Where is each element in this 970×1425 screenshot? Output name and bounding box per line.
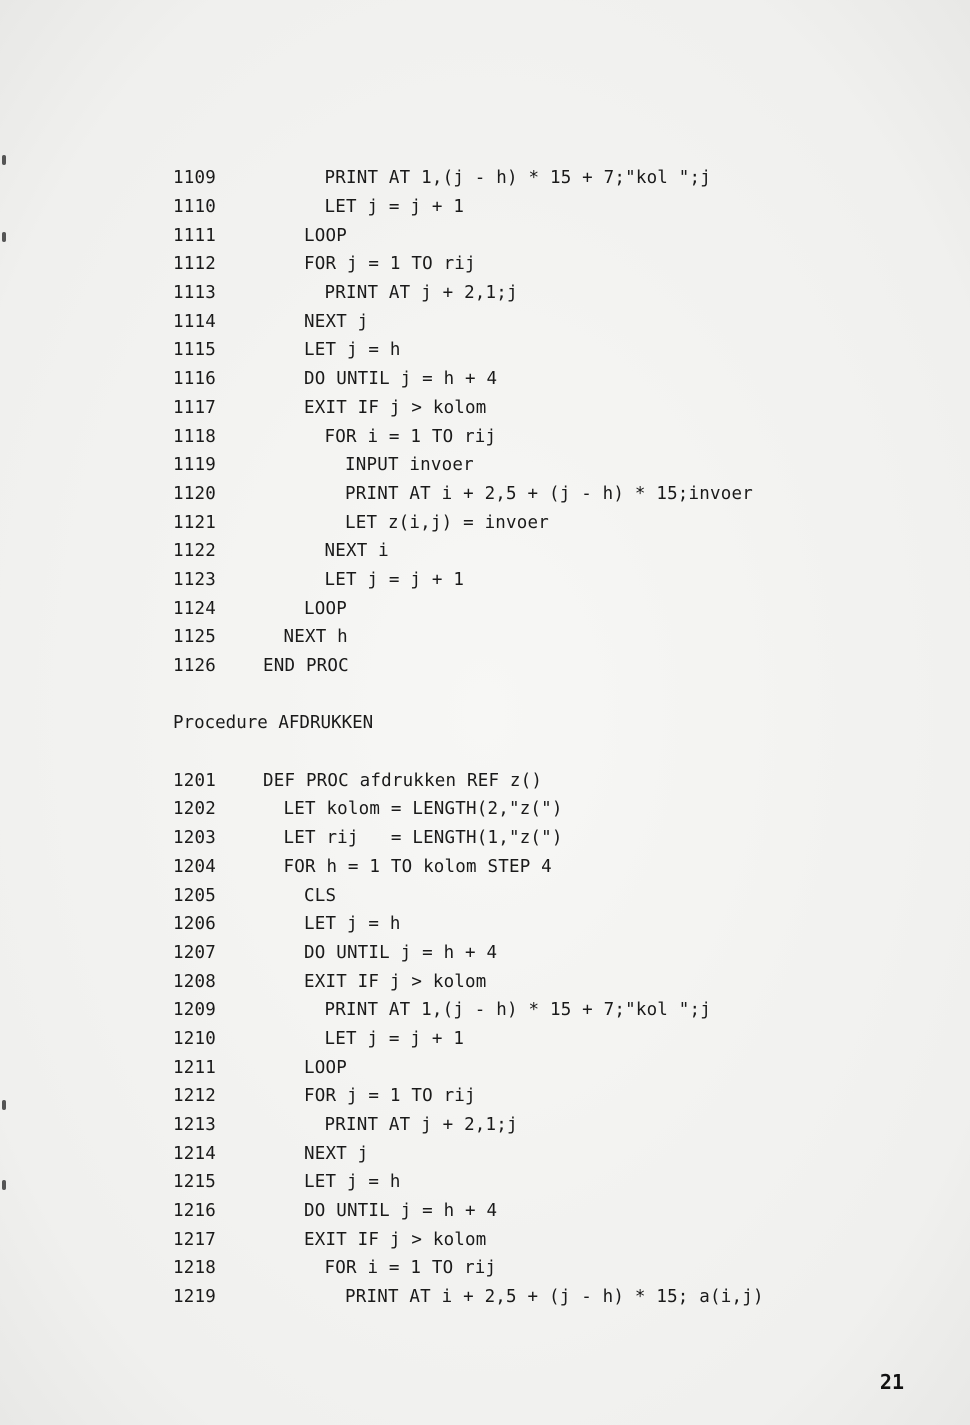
line-code: PRINT AT j + 2,1;j <box>324 1115 518 1136</box>
code-line <box>173 1197 893 1226</box>
line-number: 1209 <box>173 1000 216 1021</box>
code-line <box>173 996 893 1025</box>
code-line <box>173 594 893 623</box>
code-line <box>173 766 893 795</box>
line-number: 1113 <box>173 283 216 304</box>
code-line <box>173 939 893 968</box>
line-number: 1212 <box>173 1086 216 1107</box>
line-code: LET j = h <box>304 340 401 361</box>
line-number: 1109 <box>173 168 216 189</box>
line-code: END PROC <box>263 656 349 677</box>
line-code: FOR h = 1 TO kolom STEP 4 <box>283 856 552 877</box>
line-number: 1201 <box>173 770 216 791</box>
line-number: 1112 <box>173 254 216 275</box>
line-number: 1218 <box>173 1258 216 1279</box>
code-line <box>173 1225 893 1254</box>
line-code: DO UNTIL j = h + 4 <box>304 1201 498 1222</box>
line-code: LOOP <box>304 225 347 246</box>
scan-mark <box>2 1100 6 1110</box>
line-code: INPUT invoer <box>345 455 474 476</box>
line-code: PRINT AT i + 2,5 + (j - h) * 15; a(i,j) <box>345 1287 764 1308</box>
spacer <box>173 738 893 767</box>
code-line <box>173 480 893 509</box>
line-number: 1206 <box>173 914 216 935</box>
line-code: EXIT IF j > kolom <box>304 971 487 992</box>
line-number: 1210 <box>173 1028 216 1049</box>
line-number: 1115 <box>173 340 216 361</box>
line-number: 1215 <box>173 1172 216 1193</box>
line-number: 1211 <box>173 1057 216 1078</box>
listing-part-2 <box>173 766 893 1311</box>
line-number: 1116 <box>173 369 216 390</box>
line-code: LET z(i,j) = invoer <box>345 512 549 533</box>
line-number: 1123 <box>173 569 216 590</box>
line-code: NEXT j <box>304 311 369 332</box>
code-line <box>173 1168 893 1197</box>
line-code: CLS <box>304 885 337 906</box>
code-line <box>173 164 893 193</box>
line-code: FOR j = 1 TO rij <box>304 1086 476 1107</box>
code-line <box>173 250 893 279</box>
code-line <box>173 221 893 250</box>
line-code: NEXT j <box>304 1143 369 1164</box>
code-line <box>173 537 893 566</box>
line-number: 1124 <box>173 598 216 619</box>
code-line <box>173 853 893 882</box>
line-number: 1125 <box>173 627 216 648</box>
code-line <box>173 824 893 853</box>
line-number: 1208 <box>173 971 216 992</box>
line-number: 1117 <box>173 397 216 418</box>
line-code: DO UNTIL j = h + 4 <box>304 942 498 963</box>
procedure-heading: Procedure AFDRUKKEN <box>173 713 374 734</box>
code-line <box>173 652 893 681</box>
line-code: PRINT AT j + 2,1;j <box>324 283 518 304</box>
code-line <box>173 623 893 652</box>
code-line <box>173 795 893 824</box>
line-number: 1120 <box>173 483 216 504</box>
line-code: EXIT IF j > kolom <box>304 1229 487 1250</box>
line-number: 1122 <box>173 541 216 562</box>
line-code: DEF PROC afdrukken REF z() <box>263 770 543 791</box>
line-number: 1121 <box>173 512 216 533</box>
line-number: 1202 <box>173 799 216 820</box>
line-number: 1219 <box>173 1287 216 1308</box>
code-line <box>173 394 893 423</box>
line-code: NEXT i <box>324 541 389 562</box>
line-number: 1114 <box>173 311 216 332</box>
code-line <box>173 1254 893 1283</box>
line-code: LET j = j + 1 <box>324 197 465 218</box>
code-line <box>173 307 893 336</box>
line-number: 1207 <box>173 942 216 963</box>
line-number: 1205 <box>173 885 216 906</box>
line-code: FOR j = 1 TO rij <box>304 254 476 275</box>
line-code: LOOP <box>304 598 347 619</box>
line-number: 1118 <box>173 426 216 447</box>
code-listing <box>173 164 893 1312</box>
code-line <box>173 365 893 394</box>
line-number: 1126 <box>173 656 216 677</box>
page-number: 21 <box>879 1370 904 1394</box>
line-code: PRINT AT 1,(j - h) * 15 + 7;"kol ";j <box>324 168 711 189</box>
line-code: PRINT AT 1,(j - h) * 15 + 7;"kol ";j <box>324 1000 711 1021</box>
line-code: DO UNTIL j = h + 4 <box>304 369 498 390</box>
line-code: EXIT IF j > kolom <box>304 397 487 418</box>
code-line <box>173 1283 893 1312</box>
line-code: FOR i = 1 TO rij <box>324 426 497 447</box>
scan-mark <box>2 155 6 165</box>
code-line <box>173 967 893 996</box>
code-line <box>173 279 893 308</box>
line-number: 1216 <box>173 1201 216 1222</box>
code-line <box>173 422 893 451</box>
line-number: 1110 <box>173 197 216 218</box>
code-line <box>173 1082 893 1111</box>
scan-mark <box>2 1180 6 1190</box>
line-code: PRINT AT i + 2,5 + (j - h) * 15;invoer <box>345 483 753 504</box>
line-code: LET rij = LENGTH(1,"z(") <box>283 828 563 849</box>
line-number: 1213 <box>173 1115 216 1136</box>
line-code: LET j = h <box>304 1172 401 1193</box>
line-code: LET j = j + 1 <box>324 569 465 590</box>
line-code: LET kolom = LENGTH(2,"z(") <box>283 799 563 820</box>
line-code: FOR i = 1 TO rij <box>324 1258 497 1279</box>
code-line <box>173 881 893 910</box>
line-number: 1119 <box>173 455 216 476</box>
line-code: LOOP <box>304 1057 347 1078</box>
code-line <box>173 566 893 595</box>
line-code: LET j = h <box>304 914 401 935</box>
line-number: 1217 <box>173 1229 216 1250</box>
code-line <box>173 193 893 222</box>
line-number: 1214 <box>173 1143 216 1164</box>
code-line <box>173 508 893 537</box>
code-line <box>173 451 893 480</box>
code-line <box>173 1111 893 1140</box>
spacer <box>173 680 893 709</box>
line-number: 1111 <box>173 225 216 246</box>
listing-part-1 <box>173 164 893 680</box>
scan-mark <box>2 232 6 242</box>
code-line <box>173 1025 893 1054</box>
line-code: NEXT h <box>283 627 348 648</box>
line-number: 1203 <box>173 828 216 849</box>
code-line <box>173 336 893 365</box>
line-number: 1204 <box>173 856 216 877</box>
code-line <box>173 910 893 939</box>
code-line <box>173 1053 893 1082</box>
code-line <box>173 1139 893 1168</box>
line-code: LET j = j + 1 <box>324 1028 465 1049</box>
